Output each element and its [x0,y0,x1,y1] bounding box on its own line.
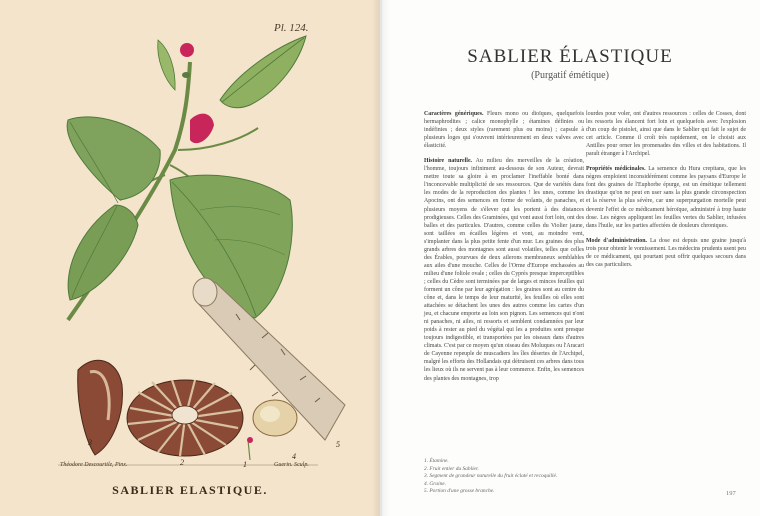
text-column-left [424,110,584,390]
flower-spike [190,114,214,143]
legend-item: 3. Segment de grandeur naturelle du fruit éclaté et recoquillé. [424,473,558,480]
leaf-right [170,175,292,318]
paragraph-heading: Propriétés médicinales. [586,166,646,173]
figure-label-3: 3 [88,438,92,447]
legend-item: 5. Portion d'une grosse branche. [424,488,495,495]
legend-item: 1. Étamine. [424,458,449,464]
page-title: SABLIER ÉLASTIQUE [467,46,673,67]
text-column-right [586,110,746,276]
leaf-top [220,36,306,108]
page-number: 197 [726,490,736,497]
figure-label-4: 4 [292,452,296,461]
flower-head [180,43,194,57]
paragraph-body: La semence du Hura crepitans, que les nègres emploient inconsidérément comme les paysans d'Europe le font des graines de l'Euphorbe épurge, est un émétique tellement drastique qu'on ne peut en user sans la plus grande circonspection et la réserve la plus sévère, car une superpurgation mortelle peut devenir l'effet de ce médicament héroïque, administré à trop haute dose. Les nègres appliquent les feuilles vertes du Sablier, infusées dans l'huile, sur les parties affectées de douleurs chroniques. [586,166,746,229]
paragraph-body: Au milieu des merveilles de la création, l'homme, toujours infiniment au-dessous de son Auteur, devrait mettre toute sa gloire à en proclamer l'ineffable bonté dans l'inconcevable multiplicité de ses ressources. Que de variétés dans les modes de la reproduction des plantes ! les unes, comme les Apocins, ont des semences en forme de volants, de panaches, et plusieurs moyens de s'élever qui les portent à des distances prodigieuses. Celles des Graminées, qui vont aussi fort loin, ont des balles et des particules. D'autres, comme celles du Violier jaune, sont taillées en écailles légères et vont, au moindre vent, s'implanter dans la plus petite fente d'un mur. Les graines des plus grands arbres des montagnes sont aussi volatiles, telles que celles des Érables, pourvues de deux ailerons membraneux semblables aux ailes d'une mouche. Celles de l'Orme d'Europe enchassées au milieu d'une foliole ovale ; celles du Cyprès presque imperceptibles ; celles du Cèdre sont terminées par de larges et minces feuilles qui forment un cône par leur agrégation : les graines sont au centre du cône et, dans le temps de leur maturité, les feuilles où elles sont attachées se détachent les unes des autres comme les cartes d'un jeu, et chacune emporte au loin son pignon. Les semences qui n'ont ni panaches, ni ailes, ni ressorts et semblent condamnées par leur poids à rester au pied du végétal qui les a produites sont presque toujours indigestible, et transportées par les oiseaux dans d'autres climats. C'est par ce moyen qu'un oiseau des Moluques ou l'Aracari de Cayenne repeuple de muscadiers les îles désertes de l'Archipel, malgré les efforts des Hollandais qui détruisent ces arbres dans tous les lieux où ils ne servent pas à leur commerce. Enfin, les semences des plantes des montagnes, trop [424,158,584,382]
leaf-small [158,40,175,90]
plate-caption: SABLIER ELASTIQUE. [112,483,268,497]
legend-item: 4. Graine. [424,480,447,487]
legend-item: 2. Fruit entier du Sablier. [424,465,479,472]
figure-legend [424,458,557,496]
flower-bud [182,72,190,78]
paragraph-body: lourdes pour voler, ont d'autres ressources : celles de Cosses, dont les ressorts les élancent fort loin et quelquefois avec l'explosion d'un coup de pistolet, ainsi que dans le Sablier qui fait le sujet de cet article. Comme il croît très rapidement, on le choisit aux Antilles pour orner les promenades des villes et des habitations. Il paraît étranger à l'Archipel. [586,111,746,158]
paragraph-heading: Caractères génériques. [424,111,484,117]
stamen-tip [247,437,253,443]
branch-cut [193,278,217,306]
figure-label-1: 1 [243,460,247,469]
page-subtitle: (Purgatif émétique) [531,70,609,81]
engraving-credit-painter: Théodore Descourtilz, Pinx. [60,462,128,468]
leaf-left [67,117,160,200]
stamen [248,440,250,460]
paragraph-administration [586,237,746,269]
leaf-left-lower [68,205,138,300]
paragraph-body: Fleurs mono ou dioïques, quelquefois hermaphrodites ; calice monophylle ; étamines définies ou indéfinies ; deux styles (rarement plus ou moins) ; capsule à plusieurs loges qui s'ouvrent intérieurement en deux valves avec élasticité. [424,111,584,150]
figure-label-2: 2 [180,458,184,467]
paragraph-histoire [424,157,584,382]
plate-number: Pl. 124. [274,22,309,34]
paragraph-proprietes [586,165,746,229]
fruit-whole [127,380,243,456]
paragraph-caracteres [424,110,584,150]
paragraph-body: La dose est depuis une graine jusqu'à trois pour obtenir le vomissement. Les médecins prudents usent peu de ce médicament, qui pourtant peut offrir quelques secours dans des cas particuliers. [586,237,746,268]
seed-highlight [260,406,280,422]
paragraph-heading: Histoire naturelle. [424,158,473,165]
text-page [380,0,760,516]
figure-label-5: 5 [336,440,340,449]
engraving-credit-engraver: Guerin. Sculp. [274,462,309,468]
book-gutter [372,0,390,516]
paragraph-continued [586,110,746,158]
paragraph-heading: Mode d'administration. [586,237,648,244]
